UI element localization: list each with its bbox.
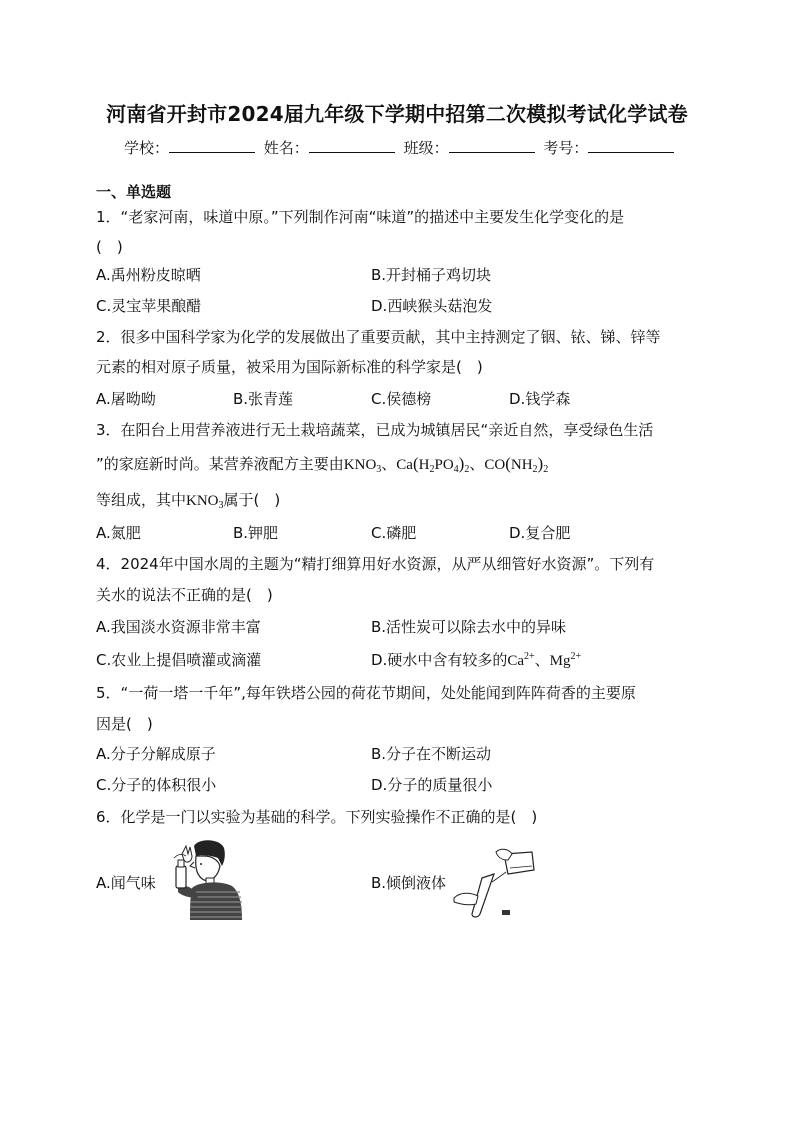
formula-co-nh2-2: $CO(NH_2)_2$ <box>484 454 549 475</box>
formula-kno3: $KNO_3$ <box>343 457 382 475</box>
q6-option-b[interactable]: B.倾倒液体 <box>371 874 447 892</box>
q5-option-a[interactable]: A.分子分解成原子 <box>96 745 216 763</box>
q3-sep2: 、 <box>469 455 485 473</box>
pouring-illustration <box>452 848 540 920</box>
q6-option-a[interactable]: A.闻气味 <box>96 874 156 892</box>
q2-option-d[interactable]: D.钱学森 <box>509 390 571 408</box>
q5-option-c[interactable]: C.分子的体积很小 <box>96 776 217 794</box>
q4-option-c[interactable]: C.农业上提倡喷灌或滴灌 <box>96 651 262 669</box>
q2-option-c[interactable]: C.侯德榜 <box>371 390 432 408</box>
smelling-illustration <box>168 836 250 920</box>
school-label: 学校： <box>124 139 170 157</box>
q4-option-d[interactable] <box>371 649 581 670</box>
q3-stem-line3 <box>96 489 280 511</box>
q4-option-a[interactable]: A.我国淡水资源非常丰富 <box>96 618 261 636</box>
q1-option-c[interactable]: C.灵宝苹果酿醋 <box>96 297 202 315</box>
number-label: 考号： <box>543 139 589 157</box>
q2-option-b[interactable]: B.张青莲 <box>233 390 294 408</box>
class-field[interactable] <box>449 138 535 153</box>
page-title: 河南省开封市2024届九年级下学期中招第二次模拟考试化学试卷 <box>106 102 688 126</box>
q2-stem-line2: 元素的相对原子质量，被采用为国际新标准的科学家是( ) <box>96 358 483 376</box>
q1-option-a[interactable]: A.禹州粉皮晾晒 <box>96 266 201 284</box>
q5-option-d[interactable]: D.分子的质量很小 <box>371 776 493 794</box>
q3-stem-line3-prefix: 等组成，其中 <box>96 491 187 509</box>
formula-kno3-2: $KNO_3$ <box>186 493 224 511</box>
name-field[interactable] <box>309 138 395 153</box>
class-label: 班级： <box>403 139 449 157</box>
q3-option-b[interactable]: B.钾肥 <box>233 524 279 542</box>
q5-stem-line1: 5．“一荷一塔一千年”,每年铁塔公园的荷花节期间，处处能闻到阵阵荷香的主要原 <box>96 684 636 702</box>
q3-stem-line1: 3．在阳台上用营养液进行无土栽培蔬菜，已成为城镇居民“亲近自然，享受绿色生活 <box>96 421 654 439</box>
q6-stem-line1: 6．化学是一门以实验为基础的科学。下列实验操作不正确的是( ) <box>96 808 538 826</box>
school-field[interactable] <box>169 138 255 153</box>
q4-option-d-text: D.硬水中含有较多的 <box>371 651 508 669</box>
q3-option-a[interactable]: A.氮肥 <box>96 524 141 542</box>
q1-stem-line1: 1．“老家河南，味道中原。”下列制作河南“味道”的描述中主要发生化学变化的是 <box>96 208 625 226</box>
q1-option-b[interactable]: B.开封桶子鸡切块 <box>371 266 492 284</box>
q4-option-d-sep: 、 <box>534 651 550 669</box>
formula-ca-h2po4-2: $Ca(H_2PO_4)_2$ <box>396 454 470 475</box>
q5-stem-line2: 因是( ) <box>96 715 153 733</box>
q3-stem-line2 <box>96 453 548 475</box>
q3-option-d[interactable]: D.复合肥 <box>509 524 571 542</box>
name-label: 姓名： <box>263 139 309 157</box>
q1-option-d[interactable]: D.西峡猴头菇泡发 <box>371 297 493 315</box>
number-field[interactable] <box>588 138 674 153</box>
q4-stem-line1: 4．2024年中国水周的主题为“精打细算用好水资源，从严从细管好水资源”。下列有 <box>96 555 655 573</box>
q3-sep1: 、 <box>381 455 397 473</box>
formula-ca-ion: $Ca^{2+}$ <box>507 651 535 669</box>
formula-mg-ion: $Mg^{2+}$ <box>549 651 582 669</box>
q4-option-b[interactable]: B.活性炭可以除去水中的异味 <box>371 618 567 636</box>
q1-stem-line2: ( ) <box>96 238 123 256</box>
student-info-row <box>124 137 678 158</box>
q3-stem-line3-suffix: 属于( ) <box>223 491 281 509</box>
q2-stem-line1: 2．很多中国科学家为化学的发展做出了重要贡献，其中主持测定了铟、铱、锑、锌等 <box>96 328 661 346</box>
q5-option-b[interactable]: B.分子在不断运动 <box>371 745 492 763</box>
section-heading: 一、单选题 <box>96 183 172 201</box>
q3-stem-line2-text: ”的家庭新时尚。某营养液配方主要由 <box>96 455 344 473</box>
q2-option-a[interactable]: A.屠呦呦 <box>96 390 156 408</box>
q3-option-c[interactable]: C.磷肥 <box>371 524 417 542</box>
q4-stem-line2: 关水的说法不正确的是( ) <box>96 586 273 604</box>
